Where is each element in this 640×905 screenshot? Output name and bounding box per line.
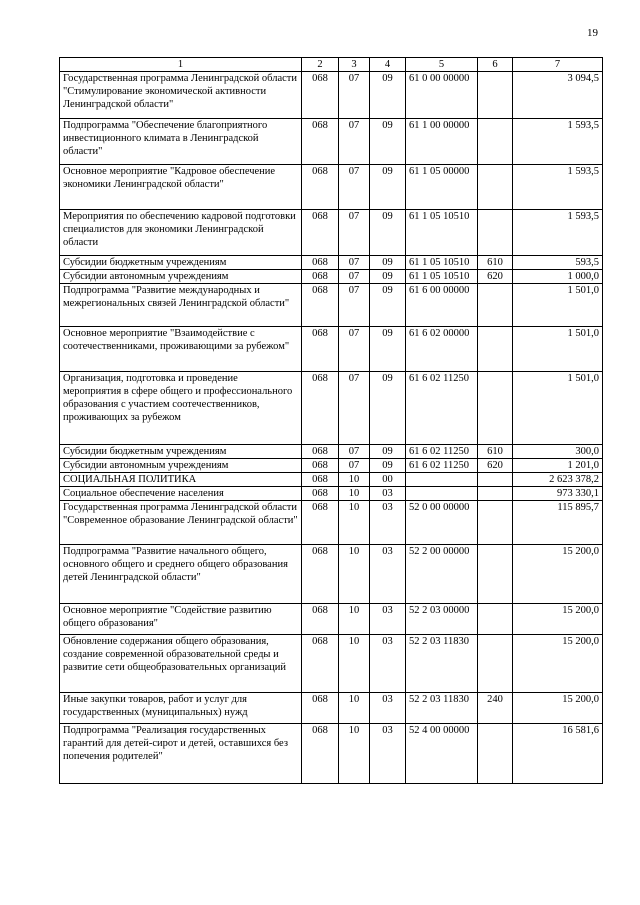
row-name: Основное мероприятие "Взаимодействие с соотечественниками, проживающими за рубежом" [60,327,302,372]
row-name: Субсидии автономным учреждениям [60,459,302,473]
table-row [60,487,603,501]
header-col-2: 2 [302,58,339,72]
row-c2: 068 [302,72,339,119]
row-c5 [406,487,478,501]
row-c4: 03 [370,604,406,635]
row-c4: 03 [370,693,406,724]
row-c6 [478,487,513,501]
row-c7: 2 623 378,2 [513,473,603,487]
row-c5: 52 2 03 11830 [406,693,478,724]
header-col-1: 1 [60,58,302,72]
row-name: Иные закупки товаров, работ и услуг для государственных (муниципальных) нужд [60,693,302,724]
row-c7: 1 501,0 [513,372,603,445]
row-c5: 61 6 00 00000 [406,284,478,327]
row-c2: 068 [302,327,339,372]
row-c3: 07 [339,119,370,165]
row-name: СОЦИАЛЬНАЯ ПОЛИТИКА [60,473,302,487]
row-name: Социальное обеспечение населения [60,487,302,501]
row-c6 [478,635,513,693]
row-c3: 10 [339,693,370,724]
row-c4: 09 [370,256,406,270]
row-c6 [478,473,513,487]
header-col-4: 4 [370,58,406,72]
row-c4: 09 [370,459,406,473]
row-c7: 300,0 [513,445,603,459]
row-c3: 07 [339,256,370,270]
row-c2: 068 [302,256,339,270]
row-name: Подпрограмма "Обеспечение благоприятного инвестиционного климата в Ленинградской области" [60,119,302,165]
row-c4: 09 [370,119,406,165]
row-c5: 61 6 02 00000 [406,327,478,372]
row-c4: 09 [370,72,406,119]
table-row [60,284,603,327]
row-c7: 1 593,5 [513,210,603,256]
row-c5: 61 1 05 00000 [406,165,478,210]
header-col-7: 7 [513,58,603,72]
row-c7: 1 593,5 [513,119,603,165]
table-row [60,165,603,210]
row-c6 [478,210,513,256]
row-name: Подпрограмма "Развитие начального общего, основного общего и среднего общего образования детей Ленинградской области" [60,545,302,604]
row-c4: 03 [370,635,406,693]
row-c6 [478,545,513,604]
row-c7: 1 201,0 [513,459,603,473]
row-c5: 61 1 05 10510 [406,270,478,284]
row-name: Подпрограмма "Развитие международных и межрегиональных связей Ленинградской области" [60,284,302,327]
table-row [60,270,603,284]
row-name: Субсидии бюджетным учреждениям [60,445,302,459]
row-c6 [478,165,513,210]
row-c5: 52 0 00 00000 [406,501,478,545]
row-c7: 1 593,5 [513,165,603,210]
row-c2: 068 [302,473,339,487]
row-c3: 07 [339,165,370,210]
row-c7: 115 895,7 [513,501,603,545]
row-c3: 10 [339,635,370,693]
row-c2: 068 [302,545,339,604]
table-row [60,501,603,545]
budget-table [59,57,603,784]
row-c3: 10 [339,473,370,487]
row-c4: 09 [370,327,406,372]
row-c4: 03 [370,545,406,604]
row-c4: 03 [370,487,406,501]
row-c3: 07 [339,72,370,119]
row-c2: 068 [302,501,339,545]
row-c3: 07 [339,445,370,459]
table-row [60,724,603,784]
row-c4: 09 [370,284,406,327]
header-col-3: 3 [339,58,370,72]
row-c5: 61 1 05 10510 [406,256,478,270]
row-c6: 240 [478,693,513,724]
row-c5: 52 2 03 11830 [406,635,478,693]
row-c7: 1 501,0 [513,284,603,327]
row-c3: 10 [339,545,370,604]
row-c6 [478,604,513,635]
row-c5: 61 6 02 11250 [406,445,478,459]
row-c4: 09 [370,270,406,284]
header-col-6: 6 [478,58,513,72]
table-row [60,635,603,693]
row-c6: 610 [478,445,513,459]
table-row [60,210,603,256]
row-c5: 61 6 02 11250 [406,459,478,473]
row-c3: 07 [339,372,370,445]
row-c2: 068 [302,693,339,724]
row-c5: 61 0 00 00000 [406,72,478,119]
row-c4: 09 [370,445,406,459]
row-c7: 973 330,1 [513,487,603,501]
row-c4: 09 [370,372,406,445]
row-c6 [478,372,513,445]
row-name: Основное мероприятие "Кадровое обеспечение экономики Ленинградской области" [60,165,302,210]
table-row [60,372,603,445]
row-name: Организация, подготовка и проведение мероприятия в сфере общего и профессионального образования с участием соотечественников, проживающих за рубежом [60,372,302,445]
row-name: Государственная программа Ленинградской области "Современное образование Ленинградской области" [60,501,302,545]
row-name: Обновление содержания общего образования, создание современной образовательной среды и развитие сети общеобразовательных организаций [60,635,302,693]
table-row [60,72,603,119]
row-c4: 03 [370,724,406,784]
row-c2: 068 [302,604,339,635]
row-c2: 068 [302,119,339,165]
row-c6: 620 [478,459,513,473]
row-c6 [478,501,513,545]
row-c7: 15 200,0 [513,635,603,693]
table-row [60,693,603,724]
row-c5: 61 1 00 00000 [406,119,478,165]
row-c2: 068 [302,270,339,284]
row-c2: 068 [302,165,339,210]
row-name: Мероприятия по обеспечению кадровой подготовки специалистов для экономики Ленинградской области [60,210,302,256]
row-c2: 068 [302,487,339,501]
row-c6 [478,724,513,784]
row-c4: 03 [370,501,406,545]
row-c5: 52 2 00 00000 [406,545,478,604]
row-c5: 61 6 02 11250 [406,372,478,445]
row-name: Подпрограмма "Реализация государственных гарантий для детей-сирот и детей, оставшихся без попечения родителей" [60,724,302,784]
row-c6 [478,119,513,165]
row-c6: 620 [478,270,513,284]
row-c3: 07 [339,459,370,473]
row-c7: 1 000,0 [513,270,603,284]
row-c7: 593,5 [513,256,603,270]
row-c2: 068 [302,445,339,459]
table-row [60,445,603,459]
row-c4: 00 [370,473,406,487]
row-c7: 15 200,0 [513,545,603,604]
row-c3: 07 [339,210,370,256]
row-c2: 068 [302,635,339,693]
row-c2: 068 [302,372,339,445]
row-c7: 3 094,5 [513,72,603,119]
row-c5: 61 1 05 10510 [406,210,478,256]
row-name: Субсидии бюджетным учреждениям [60,256,302,270]
row-c4: 09 [370,165,406,210]
row-c3: 10 [339,724,370,784]
row-c4: 09 [370,210,406,256]
row-name: Основное мероприятие "Содействие развитию общего образования" [60,604,302,635]
row-c3: 07 [339,284,370,327]
row-c5 [406,473,478,487]
row-c6 [478,72,513,119]
table-row [60,327,603,372]
row-c2: 068 [302,459,339,473]
row-name: Государственная программа Ленинградской области "Стимулирование экономической активности Ленинградской области" [60,72,302,119]
row-c2: 068 [302,210,339,256]
table-row [60,119,603,165]
row-c3: 10 [339,604,370,635]
row-c7: 16 581,6 [513,724,603,784]
row-c3: 10 [339,501,370,545]
header-row [60,58,603,72]
table-row [60,545,603,604]
row-c7: 1 501,0 [513,327,603,372]
row-c3: 10 [339,487,370,501]
row-c2: 068 [302,284,339,327]
row-c7: 15 200,0 [513,604,603,635]
table-row [60,473,603,487]
row-c5: 52 2 03 00000 [406,604,478,635]
row-c6 [478,284,513,327]
row-c6: 610 [478,256,513,270]
row-c5: 52 4 00 00000 [406,724,478,784]
row-c7: 15 200,0 [513,693,603,724]
row-name: Субсидии автономным учреждениям [60,270,302,284]
row-c6 [478,327,513,372]
row-c3: 07 [339,270,370,284]
row-c2: 068 [302,724,339,784]
table-row [60,256,603,270]
table-row [60,604,603,635]
row-c3: 07 [339,327,370,372]
table-row [60,459,603,473]
header-col-5: 5 [406,58,478,72]
page-number: 19 [587,27,598,39]
